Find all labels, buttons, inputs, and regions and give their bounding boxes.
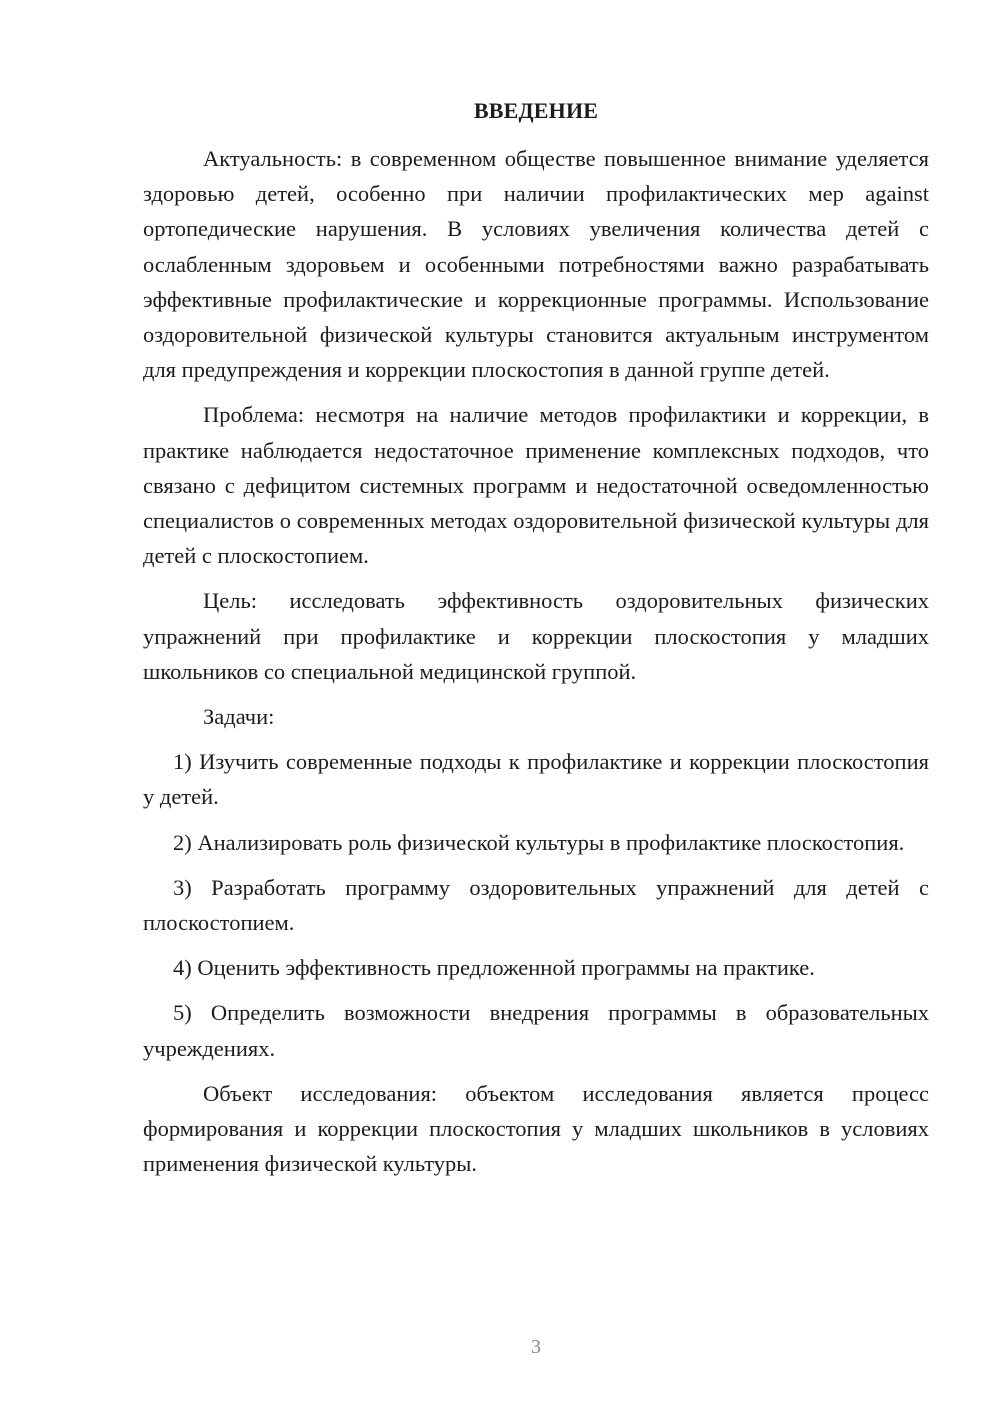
task-item-4: 4) Оценить эффективность предложенной программы на практике. bbox=[173, 955, 815, 981]
relevance-paragraph: Актуальность: в современном обществе повышенное внимание уделяется здоровью детей, особенно при наличии профилактических мер against ортопедические нарушения. В условиях увеличения количества детей с ослабленным здоровьем и особенными потребностями важно разрабатывать эффективные профилактические и коррекционные программы. Использование оздоровительной физической культуры становится актуальным инструментом для предупреждения и коррекции плоскостопия в данной группе детей. bbox=[143, 146, 929, 383]
problem-paragraph: Проблема: несмотря на наличие методов профилактики и коррекции, в практике наблюдается недостаточное применение комплексных подходов, что связано с дефицитом системных программ и недостаточной осведомленностью специалистов о современных методах оздоровительной физической культуры для детей с плоскостопием. bbox=[143, 402, 929, 569]
task-item-2: 2) Анализировать роль физической культуры в профилактике плоскостопия. bbox=[173, 829, 905, 855]
task-item-3: 3) Разработать программу оздоровительных упражнений для детей с плоскостопием. bbox=[143, 874, 929, 936]
task-item-5: 5) Определить возможности внедрения программы в образовательных учреждениях. bbox=[143, 1000, 929, 1061]
section-heading: ВВЕДЕНИЕ bbox=[473, 98, 599, 123]
task-item-1: 1) Изучить современные подходы к профилактике и коррекции плоскостопия у детей. bbox=[143, 749, 929, 810]
tasks-title: Задачи: bbox=[203, 704, 275, 730]
object-paragraph: Объект исследования: объектом исследования является процесс формирования и коррекции плоскостопия у младших школьников в условиях применения физической культуры. bbox=[143, 1080, 929, 1177]
document-body bbox=[143, 141, 929, 1191]
goal-paragraph: Цель: исследовать эффективность оздоровительных физических упражнений при профилактике и коррекции плоскостопия у младших школьников со специальной медицинской группой. bbox=[143, 588, 929, 684]
page-number: 3 bbox=[531, 1336, 541, 1358]
